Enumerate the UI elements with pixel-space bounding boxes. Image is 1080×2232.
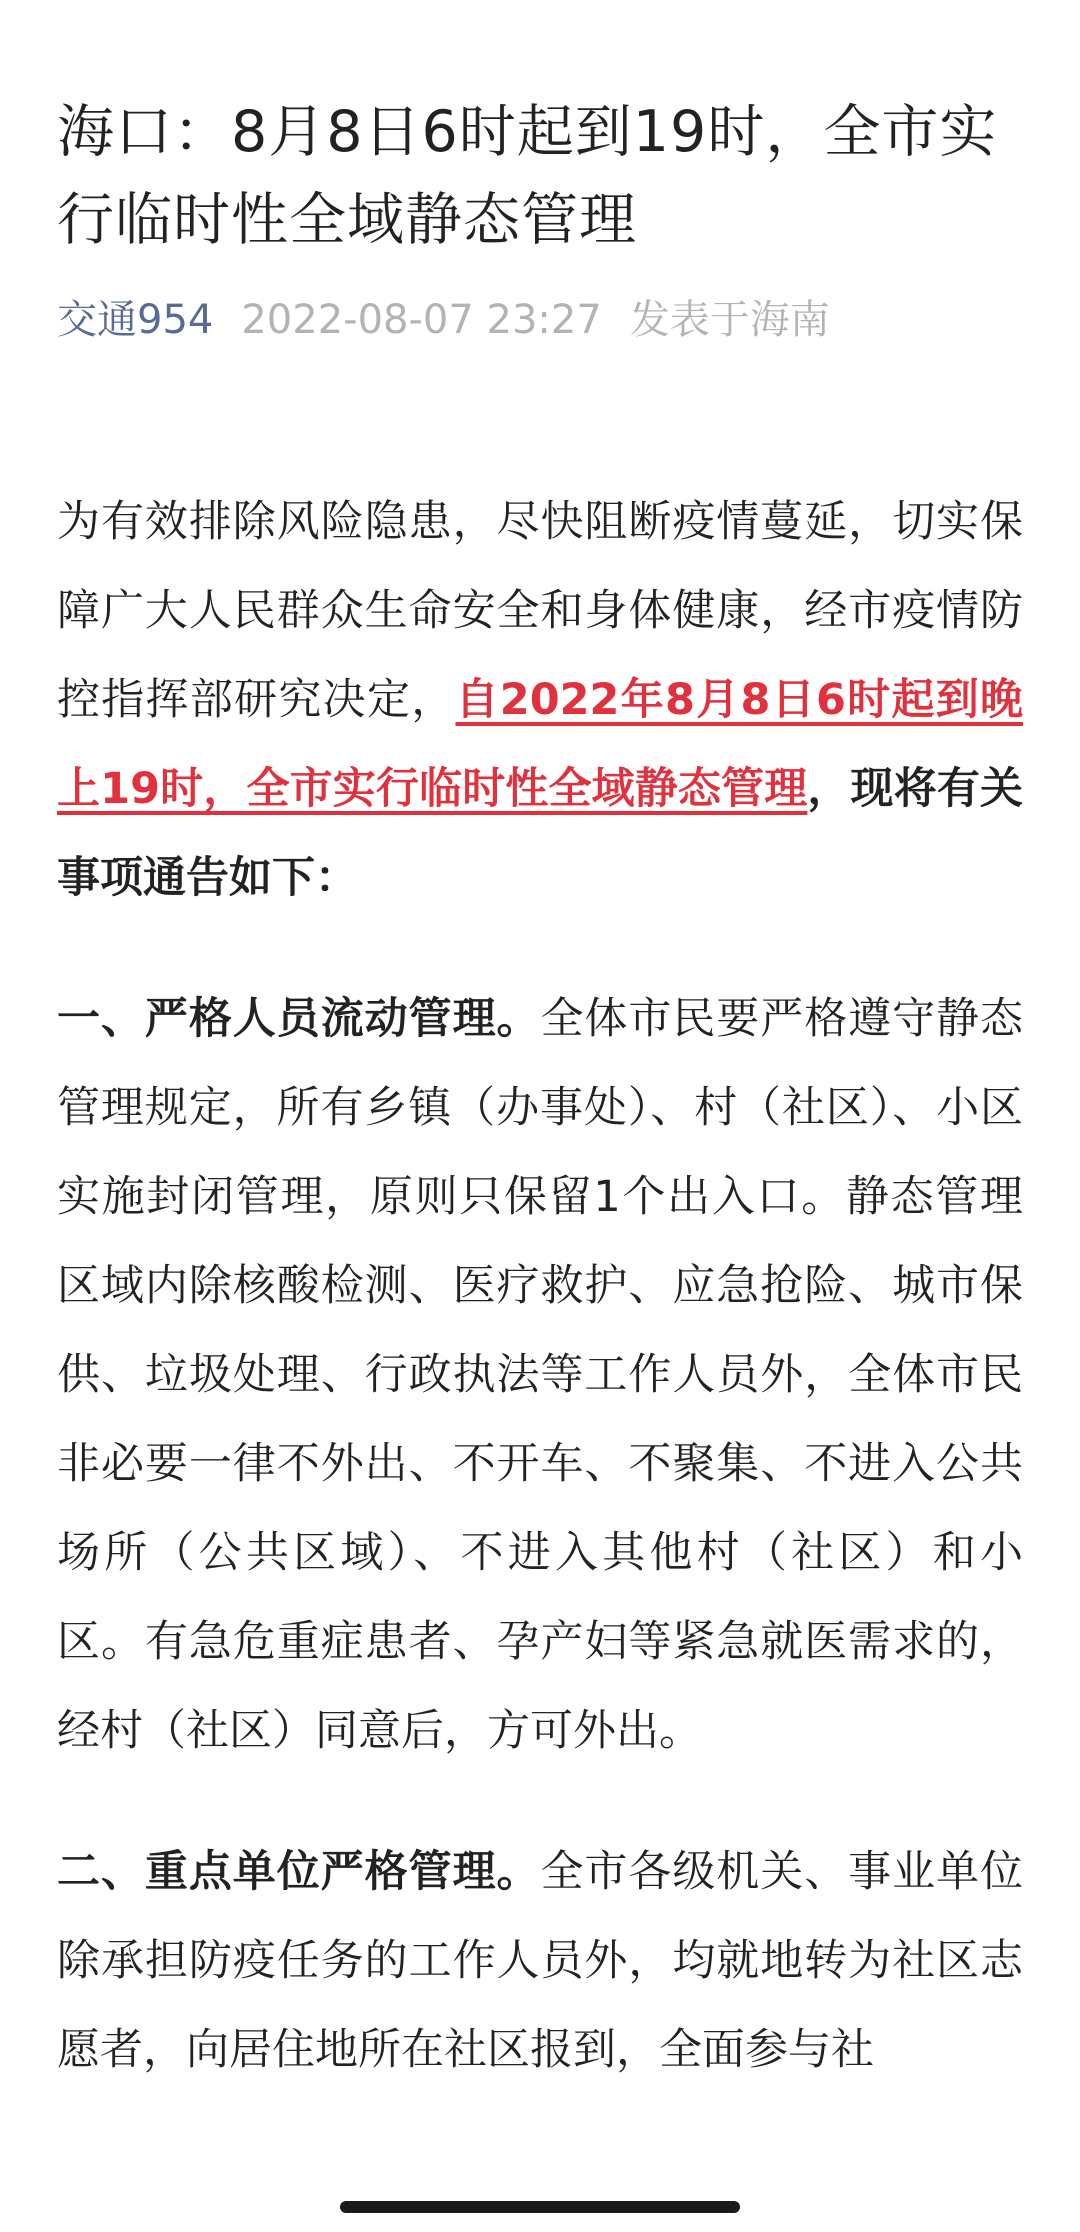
author-link[interactable]: 交通954 xyxy=(57,297,214,343)
section-body-1: 全体市民要严格遵守静态管理规定，所有乡镇（办事处）、村（社区）、小区实施封闭管理，原则只保留1个出入口。静态管理区域内除核酸检测、医疗救护、应急抢险、城市保供、垃圾处理、行政执法等工作人员外，全体市民非必要一律不外出、不开车、不聚集、不进入公共场所（公共区域）、不进入其他村（社区）和小区。有急危重症患者、孕产妇等紧急就医需求的，经村（社区）同意后，方可外出。 xyxy=(57,994,1024,1756)
highlight-text: 自2022年8月8日6时起到晚上19时，全市实行临时性全域静态管理 xyxy=(57,675,1024,814)
section-heading-2: 二、重点单位严格管理。 xyxy=(57,1847,541,1897)
article xyxy=(57,0,1023,2147)
intro-text: 为有效排除风险隐患，尽快阻断疫情蔓延，切实保障广大人民群众生命安全和身体健康，经市疫情防控指挥部研究决定， xyxy=(57,497,1023,725)
home-indicator[interactable] xyxy=(340,2201,740,2213)
section-paragraph-2 xyxy=(57,1828,1023,2095)
publish-location: 发表于海南 xyxy=(629,297,830,343)
section-heading-1: 一、严格人员流动管理。 xyxy=(57,994,541,1044)
article-title: 海口：8月8日6时起到19时，全市实行临时性全域静态管理 xyxy=(57,99,998,253)
article-content xyxy=(57,478,1023,2095)
intro-outro-text: ，现将有关事项通告如下： xyxy=(57,764,1024,903)
section-body-2: 全市各级机关、事业单位除承担防疫任务的工作人员外，均就地转为社区志愿者，向居住地所在社区报到，全面参与社 xyxy=(57,1847,1024,2075)
article-meta xyxy=(57,292,1023,348)
publish-time: 2022-08-07 23:27 xyxy=(241,297,602,343)
section-paragraph-1 xyxy=(57,975,1023,1776)
intro-paragraph xyxy=(57,478,1023,923)
